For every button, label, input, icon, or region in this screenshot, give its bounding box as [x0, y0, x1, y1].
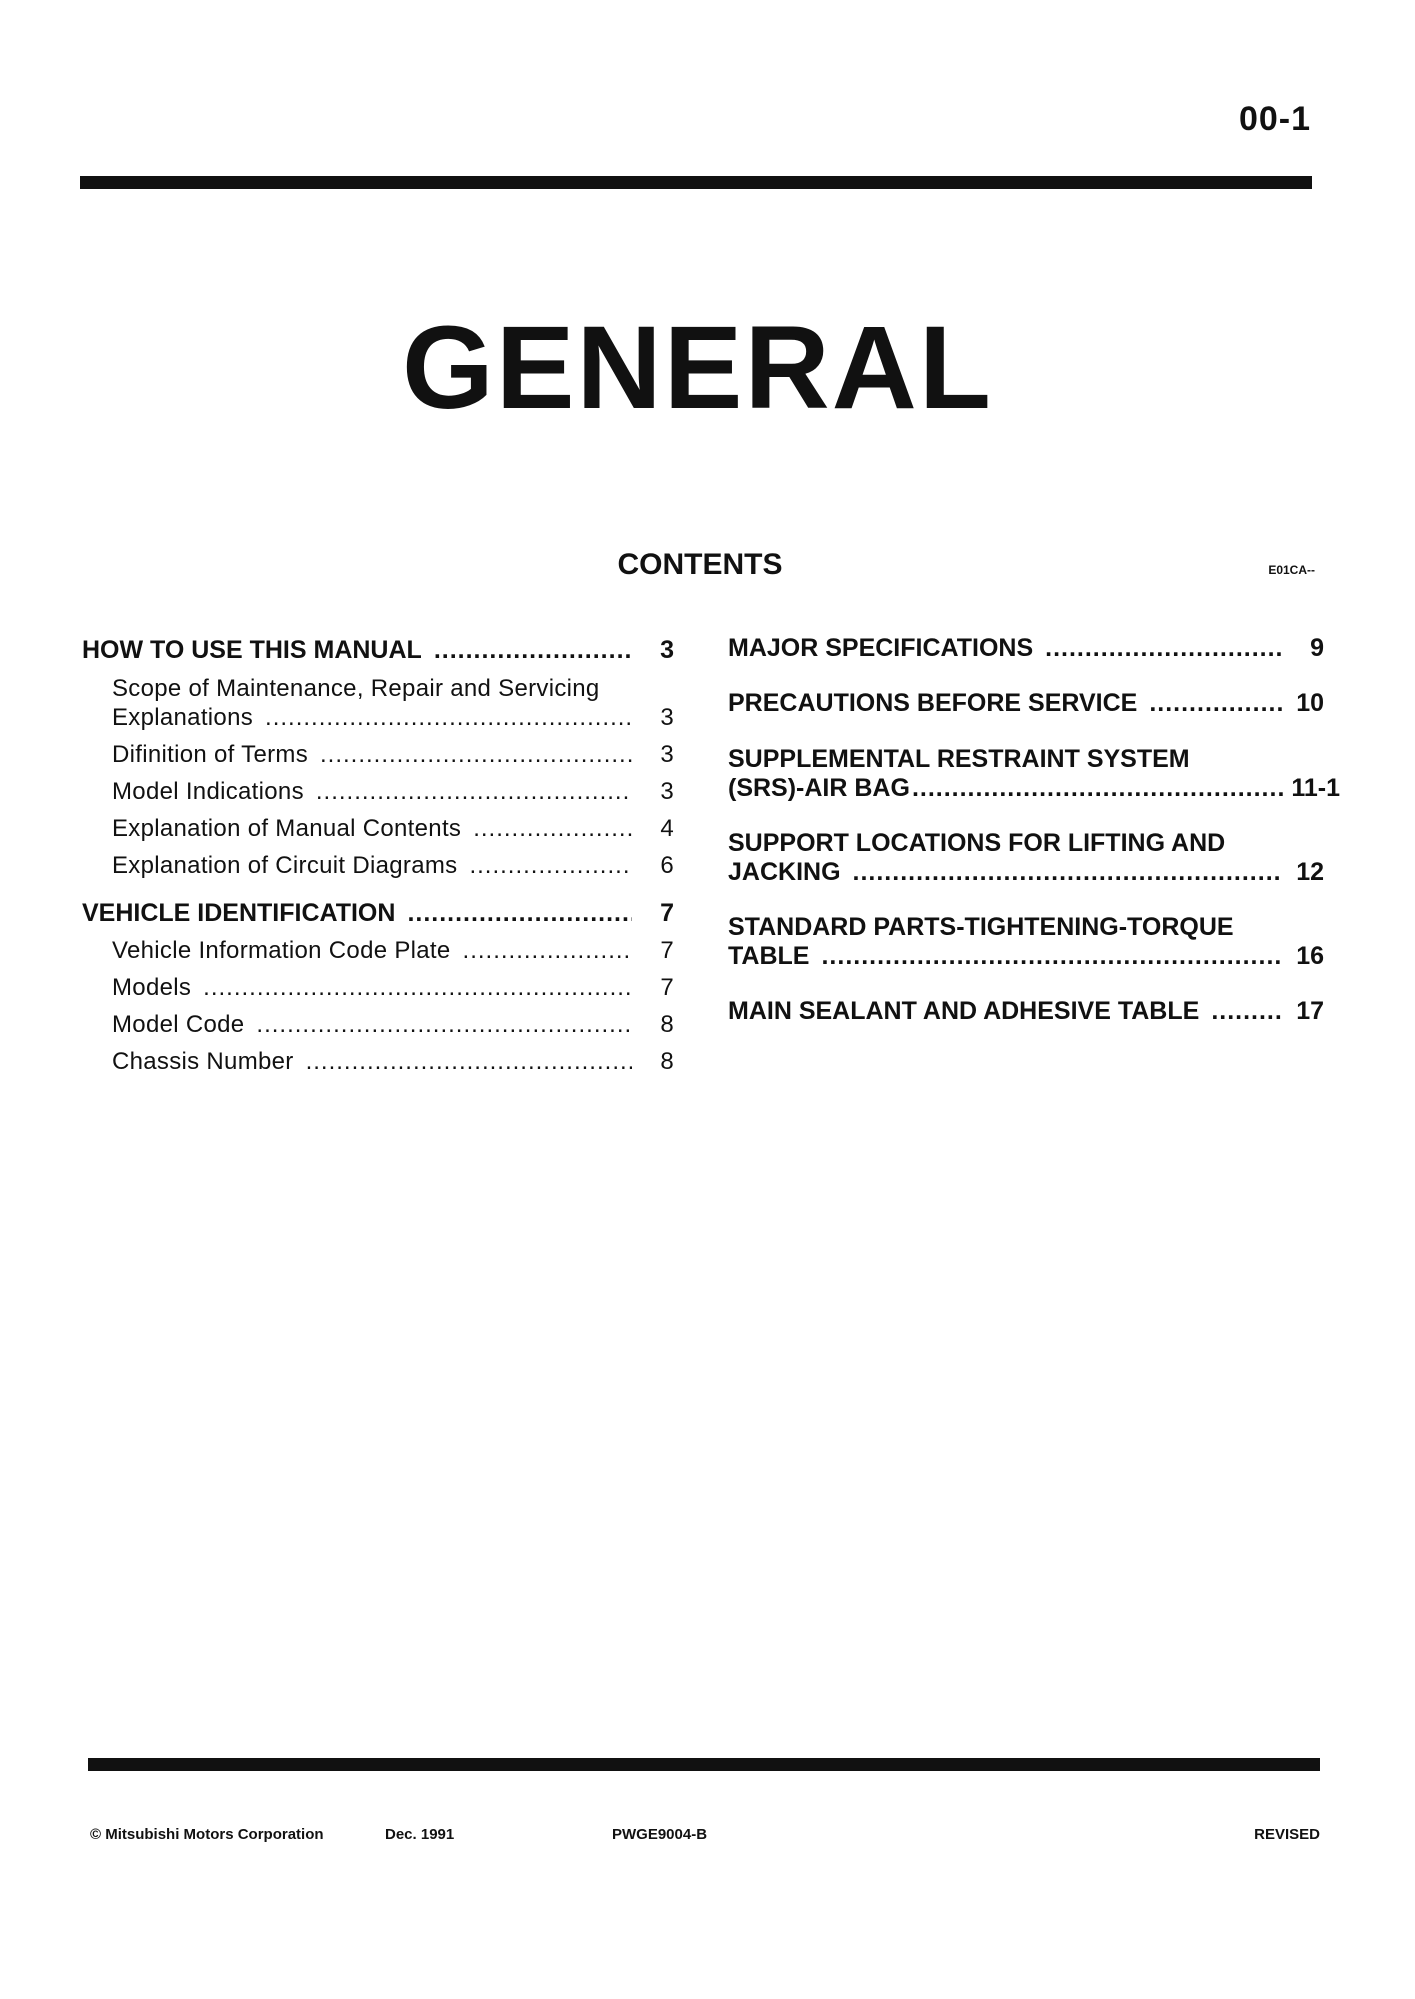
leader-dots [463, 936, 632, 965]
toc-entry-how-to-use[interactable] [82, 636, 674, 665]
toc-entry-scope[interactable] [82, 674, 674, 732]
leader-dots [853, 858, 1282, 887]
toc-entry-page: 8 [660, 1048, 674, 1075]
toc-entry-major-specifications[interactable] [728, 634, 1324, 663]
toc-entry-page: 3 [660, 704, 674, 731]
toc-entry-label: VEHICLE IDENTIFICATION [82, 899, 396, 927]
leader-dots [473, 814, 632, 843]
toc-entry-page: 16 [1296, 942, 1324, 970]
toc-entry-circuit-diagrams[interactable] [82, 851, 674, 880]
toc-entry-page: 3 [660, 741, 674, 768]
toc-entry-precautions[interactable] [728, 689, 1324, 718]
toc-entry-page: 10 [1296, 689, 1324, 717]
section-title: GENERAL [402, 302, 993, 434]
leader-dots [1045, 634, 1282, 663]
toc-entry-page: 12 [1296, 858, 1324, 886]
toc-entry-label-line2: (SRS)-AIR BAG [728, 774, 910, 802]
contents-right-column [728, 632, 1340, 1026]
footer-copyright: © Mitsubishi Motors Corporation [90, 1826, 324, 1843]
footer-document-code: PWGE9004-B [612, 1826, 708, 1843]
toc-entry-chassis-number[interactable] [82, 1047, 674, 1076]
toc-entry-label-line2: TABLE [728, 942, 810, 970]
toc-entry-srs-air-bag[interactable] [728, 745, 1340, 803]
leader-dots [265, 703, 632, 732]
toc-entry-tightening-torque[interactable] [728, 913, 1324, 971]
toc-entry-models[interactable] [82, 973, 674, 1002]
bottom-divider [88, 1758, 1320, 1771]
toc-entry-label-line1: SUPPLEMENTAL RESTRAINT SYSTEM [728, 745, 1190, 773]
toc-entry-definition-of-terms[interactable] [82, 740, 674, 769]
toc-entry-page: 17 [1296, 997, 1324, 1025]
leader-dots [256, 1010, 632, 1039]
toc-entry-page: 7 [660, 974, 674, 1001]
toc-entry-label-line2: Explanations [112, 704, 254, 731]
toc-entry-vehicle-identification[interactable] [82, 899, 674, 928]
toc-entry-label-line1: STANDARD PARTS-TIGHTENING-TORQUE [728, 913, 1234, 941]
toc-entry-label: Chassis Number [112, 1048, 294, 1075]
toc-entry-model-code[interactable] [82, 1010, 674, 1039]
toc-entry-label: MAJOR SPECIFICATIONS [728, 634, 1034, 662]
toc-entry-label: Explanation of Circuit Diagrams [112, 852, 458, 879]
leader-dots [469, 851, 632, 880]
toc-entry-label: Explanation of Manual Contents [112, 815, 462, 842]
toc-entry-manual-contents[interactable] [82, 814, 674, 843]
leader-dots [407, 899, 632, 928]
toc-entry-page: 3 [660, 636, 674, 664]
toc-entry-page: 7 [660, 937, 674, 964]
toc-entry-label: HOW TO USE THIS MANUAL [82, 636, 422, 664]
toc-entry-page: 6 [660, 852, 674, 879]
toc-entry-page: 4 [660, 815, 674, 842]
toc-entry-code-plate[interactable] [82, 936, 674, 965]
toc-entry-label: Model Indications [112, 778, 304, 805]
leader-dots [821, 942, 1282, 971]
leader-dots [1211, 997, 1282, 1026]
leader-dots [1149, 689, 1282, 718]
toc-entry-model-indications[interactable] [82, 777, 674, 806]
toc-entry-label-line2: JACKING [728, 858, 841, 886]
toc-entry-sealant-adhesive[interactable] [728, 997, 1324, 1026]
contents-left-column [82, 632, 674, 1076]
footer-date: Dec. 1991 [385, 1826, 455, 1843]
toc-entry-label-line1: SUPPORT LOCATIONS FOR LIFTING AND [728, 829, 1226, 857]
toc-entry-page: 11-1 [1291, 774, 1340, 802]
toc-entry-page: 9 [1310, 634, 1324, 662]
toc-entry-page: 7 [660, 899, 674, 927]
toc-entry-label: Models [112, 974, 192, 1001]
toc-entry-label: Model Code [112, 1011, 245, 1038]
toc-entry-label: MAIN SEALANT AND ADHESIVE TABLE [728, 997, 1200, 1025]
top-divider [80, 176, 1312, 189]
toc-entry-label-line1: Scope of Maintenance, Repair and Servicing [112, 675, 600, 702]
toc-entry-page: 3 [660, 778, 674, 805]
toc-entry-label: Difinition of Terms [112, 741, 308, 768]
toc-entry-label: PRECAUTIONS BEFORE SERVICE [728, 689, 1138, 717]
page-number: 00-1 [1238, 100, 1311, 138]
toc-entry-page: 8 [660, 1011, 674, 1038]
toc-entry-label: Vehicle Information Code Plate [112, 937, 451, 964]
toc-entry-support-locations[interactable] [728, 829, 1324, 887]
leader-dots [320, 740, 632, 769]
leader-dots [203, 973, 632, 1002]
leader-dots [912, 774, 1283, 803]
leader-dots [316, 777, 632, 806]
document-code: E01CA-- [1268, 563, 1315, 577]
leader-dots [434, 636, 632, 665]
contents-heading: CONTENTS [617, 548, 783, 581]
leader-dots [306, 1047, 632, 1076]
footer-revision-status: REVISED [1254, 1826, 1320, 1843]
